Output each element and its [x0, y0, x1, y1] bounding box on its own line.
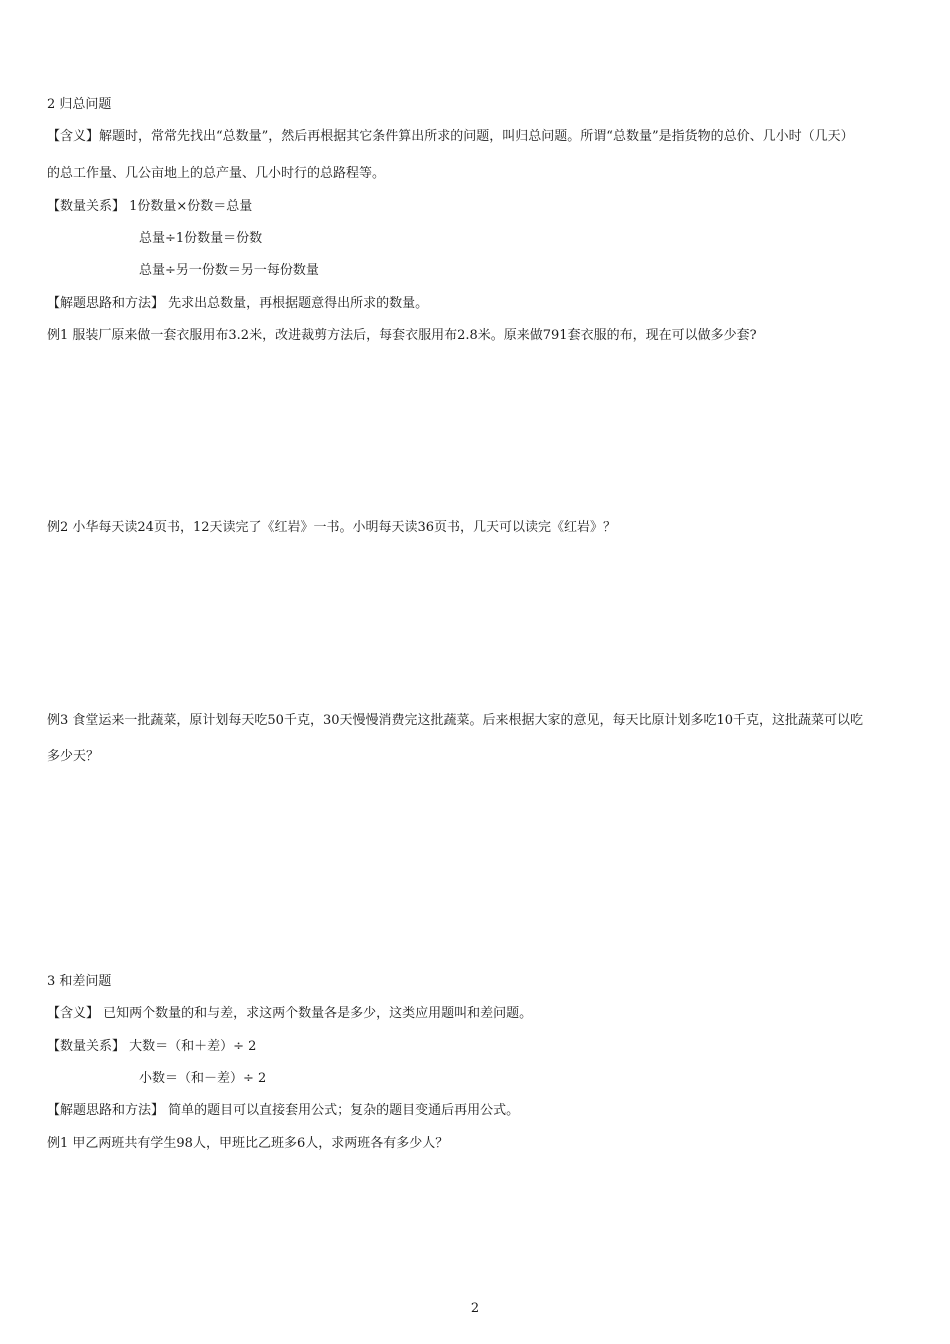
- section-heading: 3 和差问题: [47, 974, 112, 989]
- relation-line-1: 【数量关系】 1份数量×份数＝总量: [47, 199, 253, 214]
- page-number: 2: [470, 1301, 480, 1316]
- example-1: 例1 服装厂原来做一套衣服用布3.2米，改进裁剪方法后，每套衣服用布2.8米。原来做791套衣服的布，现在可以做多少套?: [47, 328, 757, 343]
- example-2: 例2 小华每天读24页书，12天读完了《红岩》一书。小明每天读36页书，几天可以读完《红岩》？: [47, 520, 617, 535]
- example-3-line-2: 多少天？: [47, 749, 100, 764]
- example-3-line-1: 例3 食堂运来一批蔬菜，原计划每天吃50千克，30天慢慢消费完这批蔬菜。后来根据大家的意见，每天比原计划多吃10千克，这批蔬菜可以吃: [47, 713, 864, 728]
- method-text: 【解题思路和方法】 先求出总数量，再根据题意得出所求的数量。: [47, 296, 429, 311]
- method-text: 【解题思路和方法】 简单的题目可以直接套用公式；复杂的题目变通后再用公式。: [47, 1103, 520, 1118]
- relation-line-1: 【数量关系】 大数＝（和＋差）÷ 2: [47, 1039, 257, 1054]
- relation-line-2: 小数＝（和－差）÷ 2: [139, 1071, 267, 1086]
- meaning-line-1: 【含义】解题时，常常先找出“总数量”，然后再根据其它条件算出所求的问题，叫归总问题。所谓“总数量”是指货物的总价、几小时（几天）: [47, 129, 854, 144]
- meaning-text: 【含义】 已知两个数量的和与差，求这两个数量各是多少，这类应用题叫和差问题。: [47, 1006, 533, 1021]
- relation-line-2: 总量÷1份数量＝份数: [139, 231, 263, 246]
- meaning-line-2: 的总工作量、几公亩地上的总产量、几小时行的总路程等。: [47, 166, 386, 181]
- example-1: 例1 甲乙两班共有学生98人，甲班比乙班多6人，求两班各有多少人？: [47, 1136, 449, 1151]
- relation-line-3: 总量÷另一份数＝另一每份数量: [139, 263, 319, 278]
- section-heading: 2 归总问题: [47, 97, 112, 112]
